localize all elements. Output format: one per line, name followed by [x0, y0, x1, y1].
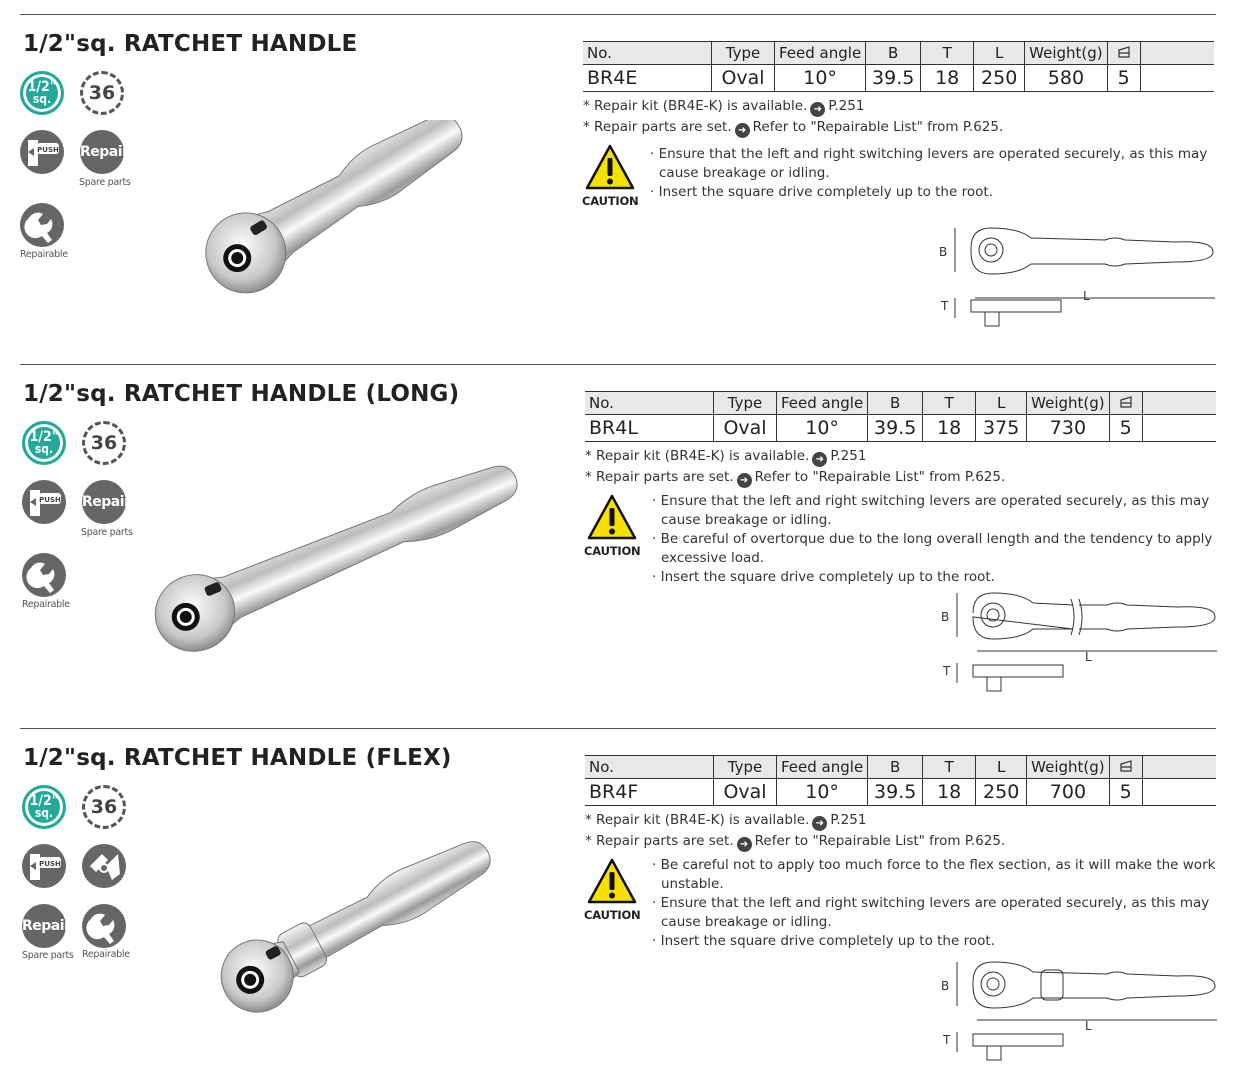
- arrow-right-icon: ➜: [737, 837, 752, 852]
- cell-no: BR4E: [583, 65, 712, 92]
- spare-parts-label: Spare parts: [81, 527, 133, 538]
- col-l: L: [974, 42, 1025, 65]
- svg-text:B: B: [941, 610, 950, 624]
- spec-table: [585, 755, 1216, 806]
- svg-text:L: L: [1085, 650, 1092, 664]
- square-drive-icon: 1/2" sq.: [22, 421, 66, 465]
- svg-text:T: T: [943, 664, 951, 678]
- spec-table: [585, 391, 1216, 442]
- box-icon: [1109, 392, 1142, 415]
- repairable-wrench-icon: [22, 553, 66, 597]
- col-b: B: [868, 392, 923, 415]
- svg-text:L: L: [1085, 1019, 1092, 1033]
- col-type: Type: [714, 756, 777, 779]
- cell-b: 39.5: [866, 65, 921, 92]
- caution-sign: CAUTION: [584, 858, 640, 922]
- svg-text:B: B: [939, 245, 948, 259]
- cell-b: 39.5: [868, 779, 923, 806]
- arrow-right-icon: ➜: [810, 102, 825, 117]
- repair-kit-note: * Repair kit (BR4E-K) is available. ➜ P.251: [585, 812, 867, 829]
- repair-parts-note: * Repair parts are set. ➜ Refer to "Repairable List" from P.625.: [585, 833, 1006, 850]
- repair-icon: Repair: [80, 130, 124, 174]
- svg-text:PUSH: PUSH: [39, 496, 61, 504]
- cell-qty: 5: [1109, 779, 1142, 806]
- caution-text: · Be careful not to apply too much force to the flex section, as it will make the work unstable. · Ensure that the left and right switching levers are operated securely, as this may cause breakage or idling. · Insert the square drive completely up to the root.: [652, 857, 1216, 949]
- repairable-list-link[interactable]: Refer to "Repairable List" from P.625.: [754, 469, 1006, 485]
- square-drive-icon: 1/2" sq.: [20, 71, 64, 115]
- dimension-drawing: [937, 585, 1227, 705]
- cell-b: 39.5: [868, 415, 923, 442]
- arrow-right-icon: ➜: [812, 452, 827, 467]
- gear-teeth-icon: 36: [82, 785, 126, 829]
- col-weight: Weight(g): [1025, 42, 1107, 65]
- col-weight: Weight(g): [1027, 756, 1109, 779]
- cell-t: 18: [923, 415, 976, 442]
- svg-text:PUSH: PUSH: [39, 860, 61, 868]
- section-divider: [20, 728, 1216, 729]
- cell-feed-angle: 10°: [777, 779, 868, 806]
- col-no: No.: [585, 392, 714, 415]
- arrow-right-icon: ➜: [812, 816, 827, 831]
- warning-triangle-icon: [587, 494, 637, 540]
- col-no: No.: [585, 756, 714, 779]
- cell-type: Oval: [714, 415, 777, 442]
- repairable-label: Repairable: [22, 599, 70, 610]
- box-icon: [1109, 756, 1142, 779]
- cell-type: Oval: [712, 65, 775, 92]
- cell-weight: 700: [1027, 779, 1109, 806]
- col-type: Type: [712, 42, 775, 65]
- svg-text:T: T: [941, 299, 949, 313]
- section-divider: [20, 364, 1216, 365]
- svg-text:T: T: [943, 1033, 951, 1047]
- box-icon: [1107, 42, 1140, 65]
- repairable-label: Repairable: [82, 949, 130, 960]
- col-weight: Weight(g): [1027, 392, 1109, 415]
- cell-weight: 730: [1027, 415, 1109, 442]
- product-section-br4f: [0, 714, 1243, 1079]
- col-feed-angle: Feed angle: [777, 756, 868, 779]
- cell-t: 18: [923, 779, 976, 806]
- spare-parts-label: Spare parts: [79, 177, 131, 188]
- warning-triangle-icon: [585, 144, 635, 190]
- spec-table: [583, 41, 1214, 92]
- svg-text:PUSH: PUSH: [37, 146, 59, 154]
- repair-parts-note: * Repair parts are set. ➜ Refer to "Repairable List" from P.625.: [583, 119, 1004, 136]
- svg-text:B: B: [941, 979, 950, 993]
- gear-teeth-icon: 36: [82, 421, 126, 465]
- repairable-wrench-icon: [82, 904, 126, 948]
- page-ref-link[interactable]: P.251: [828, 98, 865, 114]
- ratchet-handle-photo: [180, 839, 520, 1019]
- ratchet-handle-photo: [115, 460, 545, 660]
- cell-no: BR4L: [585, 415, 714, 442]
- cell-t: 18: [921, 65, 974, 92]
- cell-no: BR4F: [585, 779, 714, 806]
- cell-weight: 580: [1025, 65, 1107, 92]
- gear-teeth-icon: 36: [80, 71, 124, 115]
- push-button-icon: [22, 844, 66, 888]
- flex-head-icon: [82, 844, 126, 888]
- caution-text: · Ensure that the left and right switching levers are operated securely, as this may cause breakage or idling. · Be careful of overtorque due to the long overall length and the tendency to apply excessive load. · Insert the square drive completely up to the root.: [652, 493, 1213, 585]
- repairable-wrench-icon: [20, 203, 64, 247]
- product-title: 1/2"sq. RATCHET HANDLE (FLEX): [23, 745, 452, 771]
- caution-text: · Ensure that the left and right switching levers are operated securely, as this may cause breakage or idling. · Insert the square drive completely up to the root.: [650, 146, 1208, 200]
- arrow-right-icon: ➜: [735, 123, 750, 138]
- caution-sign: CAUTION: [584, 494, 640, 558]
- cell-type: Oval: [714, 779, 777, 806]
- cell-l: 250: [976, 779, 1027, 806]
- col-l: L: [976, 756, 1027, 779]
- arrow-right-icon: ➜: [737, 473, 752, 488]
- cell-feed-angle: 10°: [777, 415, 868, 442]
- cell-qty: 5: [1109, 415, 1142, 442]
- col-b: B: [868, 756, 923, 779]
- repair-icon: Repair: [82, 480, 126, 524]
- page-ref-link[interactable]: P.251: [830, 812, 867, 828]
- square-drive-icon: 1/2" sq.: [22, 785, 66, 829]
- col-no: No.: [583, 42, 712, 65]
- product-title: 1/2"sq. RATCHET HANDLE (LONG): [23, 381, 460, 407]
- dimension-drawing: [935, 220, 1225, 340]
- dimension-drawing: [937, 954, 1227, 1074]
- caution-sign: CAUTION: [582, 144, 638, 208]
- product-section-br4e: [0, 0, 1243, 350]
- product-section-br4l: [0, 350, 1243, 725]
- repairable-label: Repairable: [20, 249, 68, 260]
- cell-qty: 5: [1107, 65, 1140, 92]
- ratchet-handle-photo: [165, 120, 495, 300]
- col-type: Type: [714, 392, 777, 415]
- cell-l: 250: [974, 65, 1025, 92]
- repair-parts-note: * Repair parts are set. ➜ Refer to "Repairable List" from P.625.: [585, 469, 1006, 486]
- repairable-list-link[interactable]: Refer to "Repairable List" from P.625.: [752, 119, 1004, 135]
- repair-kit-note: * Repair kit (BR4E-K) is available. ➜ P.251: [583, 98, 865, 115]
- repairable-list-link[interactable]: Refer to "Repairable List" from P.625.: [754, 833, 1006, 849]
- warning-triangle-icon: [587, 858, 637, 904]
- push-button-icon: [20, 130, 64, 174]
- col-feed-angle: Feed angle: [775, 42, 866, 65]
- cell-l: 375: [976, 415, 1027, 442]
- page-ref-link[interactable]: P.251: [830, 448, 867, 464]
- spare-parts-label: Spare parts: [22, 950, 74, 961]
- col-t: T: [923, 756, 976, 779]
- section-divider: [20, 14, 1216, 15]
- col-t: T: [923, 392, 976, 415]
- col-l: L: [976, 392, 1027, 415]
- svg-text:L: L: [1083, 289, 1090, 303]
- repair-kit-note: * Repair kit (BR4E-K) is available. ➜ P.251: [585, 448, 867, 465]
- push-button-icon: [22, 480, 66, 524]
- product-title: 1/2"sq. RATCHET HANDLE: [23, 31, 358, 57]
- repair-icon: Repair: [22, 904, 66, 948]
- col-feed-angle: Feed angle: [777, 392, 868, 415]
- col-b: B: [866, 42, 921, 65]
- cell-feed-angle: 10°: [775, 65, 866, 92]
- col-t: T: [921, 42, 974, 65]
